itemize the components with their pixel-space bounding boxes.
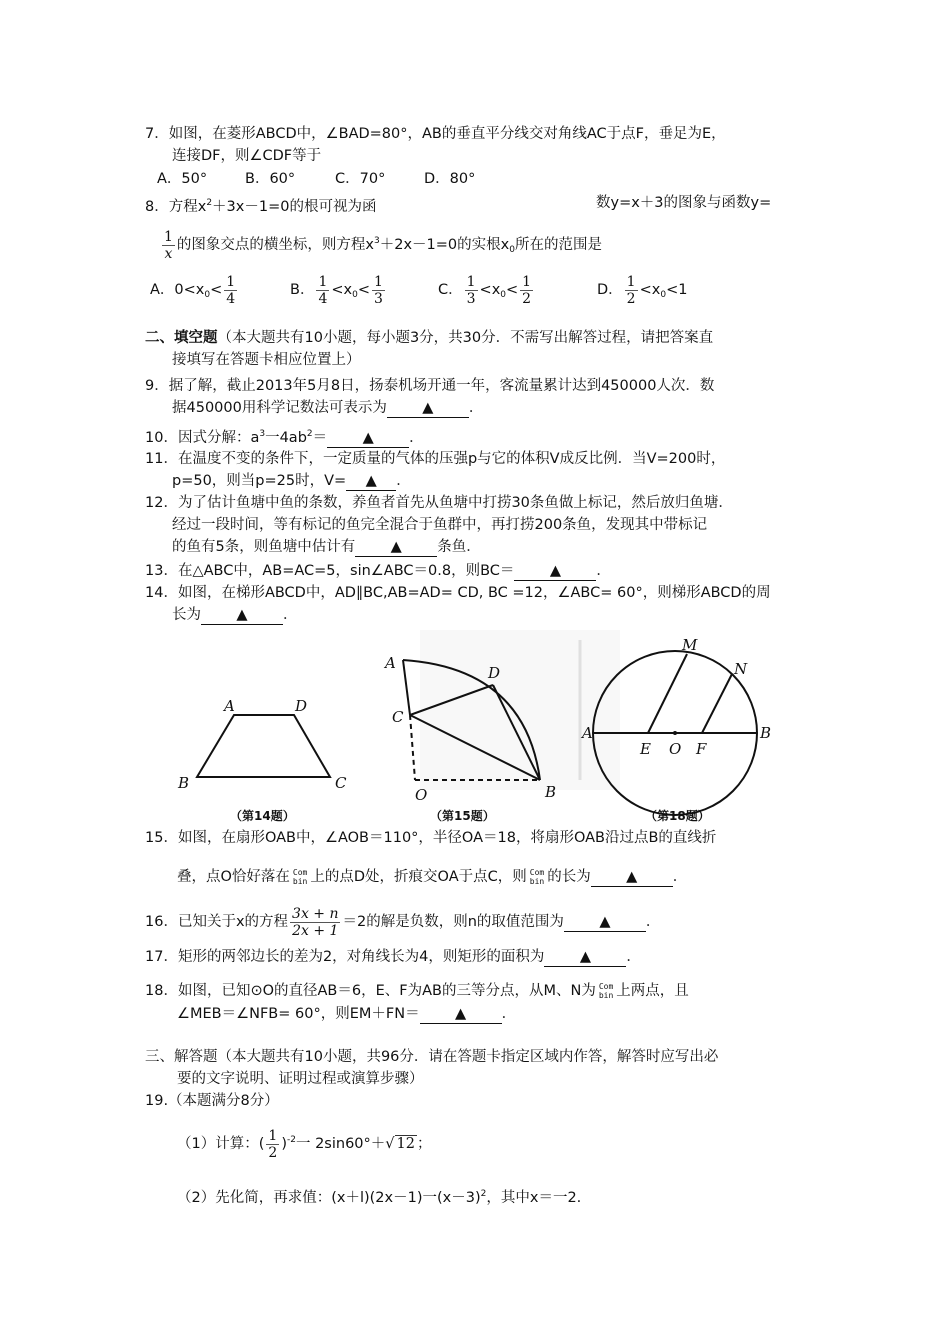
fig18-label-o: O	[669, 740, 682, 758]
fig15-label-d: D	[488, 664, 501, 682]
fig18-label-b: B	[760, 724, 772, 742]
arc-symbol: Com bin	[292, 868, 308, 886]
section3-line1: 三、解答题（本大题共有10小题，共96分．请在答题卡指定区域内作答，解答时应写出必	[145, 1049, 719, 1065]
q11-line2: p=50，则当p=25时，V= ▲ ．	[172, 473, 411, 489]
section3-line2: 要的文字说明、证明过程或演算步骤）	[177, 1071, 424, 1087]
fig15-label-c: C	[392, 708, 404, 726]
q16-line: 16．已知关于x的方程 $\frac{3x + n}{2x + 1}$ ＝2的解是负数，则n的取值范围为 ▲ ．	[145, 905, 661, 939]
arc-symbol: Com bin	[529, 868, 545, 886]
fig15-caption: （第15题）	[430, 809, 495, 823]
arc-symbol: Com bin	[598, 982, 614, 1000]
q8-option-c: C． $\frac{1}{3}$ $<x_0<$ $\frac{1}{2}$	[438, 273, 532, 307]
fig14-caption: （第14题）	[230, 809, 295, 823]
answer-blank: ▲	[387, 399, 469, 418]
q19-part2: （2）先化简，再求值：(x＋l)(2x－1)一$(x-3)^2$，其中x＝一2.	[177, 1189, 582, 1206]
answer-blank: ▲	[564, 913, 646, 932]
fig15-label-a: A	[385, 654, 396, 672]
q15-line2: 叠，点O恰好落在 Com bin 上的点D处，折痕交OA于点C，则 Com bin 的长为 ▲ ．	[177, 868, 688, 886]
q8-option-a: A．$0<x_0<$ $\frac{1}{4}$	[150, 273, 236, 307]
q7-option-d: D．80°	[424, 171, 476, 187]
q8-line1-right: 数y=x＋3的图象与函数y=	[596, 195, 772, 211]
fig14-label-b: B	[178, 774, 190, 792]
q10-line: 10．因式分解：$a^3$一$4ab^2=$ ▲ ．	[145, 429, 424, 446]
sqrt-symbol: √ 12	[385, 1136, 415, 1152]
q7-option-a: A．50°	[157, 171, 208, 187]
fig18-caption: （第18题）	[645, 809, 710, 823]
q7-option-b: B．60°	[245, 171, 296, 187]
answer-blank: ▲	[327, 429, 409, 448]
figures-panel	[170, 630, 790, 830]
answer-blank: ▲	[346, 472, 396, 491]
q12-line1: 12．为了估计鱼塘中鱼的条数，养鱼者首先从鱼塘中打捞30条鱼做上标记，然后放归鱼塘．	[145, 495, 733, 511]
q9-line1: 9．据了解，截止2013年5月8日，扬泰机场开通一年，客流量累计达到450000人次．数	[145, 378, 715, 394]
q8-fraction: $\frac{1}{x}$	[164, 228, 173, 262]
fig14-label-c: C	[335, 774, 347, 792]
section2-line2: 接填写在答题卡相应位置上）	[172, 352, 361, 368]
fig18-label-e: E	[640, 740, 651, 758]
q7-line2: 连接DF，则∠CDF等于	[172, 148, 322, 164]
q8-option-d: D． $\frac{1}{2}$ $<x_0<1$	[597, 273, 688, 307]
answer-blank: ▲	[355, 538, 437, 557]
fig18-label-a: A	[582, 724, 593, 742]
q18-line2: ∠MEB＝∠NFB= 60°，则EM＋FN＝ ▲ ．	[177, 1006, 517, 1022]
q7-line1: 7．如图，在菱形ABCD中，∠BAD=80°，AB的垂直平分线交对角线AC于点F，垂足为E，	[145, 126, 726, 142]
q19-heading: 19.（本题满分8分）	[145, 1093, 279, 1109]
fig15-label-b: B	[545, 783, 557, 801]
q8-option-b: B． $\frac{1}{4}$ $<x_0<$ $\frac{1}{3}$	[290, 273, 383, 307]
q14-line2: 长为 ▲ ．	[172, 607, 298, 623]
q12-line3: 的鱼有5条，则鱼塘中估计有 ▲ 条鱼．	[172, 539, 481, 555]
q17-line: 17．矩形的两邻边长的差为2，对角线长为4，则矩形的面积为 ▲ ．	[145, 949, 641, 965]
q9-line2: 据450000用科学记数法可表示为 ▲ ．	[172, 400, 484, 416]
fig14-label-d: D	[295, 697, 308, 715]
answer-blank: ▲	[591, 868, 673, 887]
q14-line1: 14．如图，在梯形ABCD中，AD∥BC,AB=AD= CD, BC =12，∠ABC= 60°，则梯形ABCD的周	[145, 585, 771, 601]
answer-blank: ▲	[420, 1005, 502, 1024]
q8-line2: $\frac{1}{x}$ 的图象交点的横坐标，则方程$x^3+2x-1=0$的实根$x_0$所在的范围是	[164, 228, 602, 262]
fig14-label-a: A	[224, 697, 235, 715]
q8-line1: 8．方程$x^2+3x-1=0$的根可视为函	[145, 198, 377, 215]
fig15-label-o: O	[415, 786, 428, 804]
q11-line1: 11．在温度不变的条件下，一定质量的气体的压强p与它的体积V成反比例．当V=200时，	[145, 451, 726, 467]
answer-blank: ▲	[544, 948, 626, 967]
q7-option-c: C．70°	[335, 171, 386, 187]
q13-line: 13．在△ABC中，AB=AC=5，sin∠ABC＝0.8，则BC＝ ▲ ．	[145, 563, 611, 579]
q12-line2: 经过一段时间，等有标记的鱼完全混合于鱼群中，再打捞200条鱼，发现其中带标记	[172, 517, 708, 533]
fig18-label-n: N	[734, 660, 748, 678]
q18-line1: 18．如图，已知⊙O的直径AB＝6，E、F为AB的三等分点，从M、N为 Com bin 上两点，且	[145, 982, 689, 1000]
q16-fraction: $\frac{3x + n}{2x + 1}$	[292, 905, 339, 939]
answer-blank: ▲	[201, 606, 283, 625]
fig18-label-f: F	[696, 740, 707, 758]
section2-heading: 二、填空题（本大题共有10小题，每小题3分，共30分．不需写出解答过程，请把答案直	[145, 330, 714, 346]
figure-14	[177, 697, 347, 823]
fig18-label-m: M	[682, 636, 698, 654]
q15-line1: 15．如图，在扇形OAB中，∠AOB＝110°，半径OA＝18，将扇形OAB沿过点B的直线折	[145, 830, 717, 846]
answer-blank: ▲	[514, 562, 596, 581]
q19-part1: （1）计算：( $\frac{1}{2}$ )$^{-2}$一 2sin60°＋√ 12 ；	[177, 1127, 432, 1161]
